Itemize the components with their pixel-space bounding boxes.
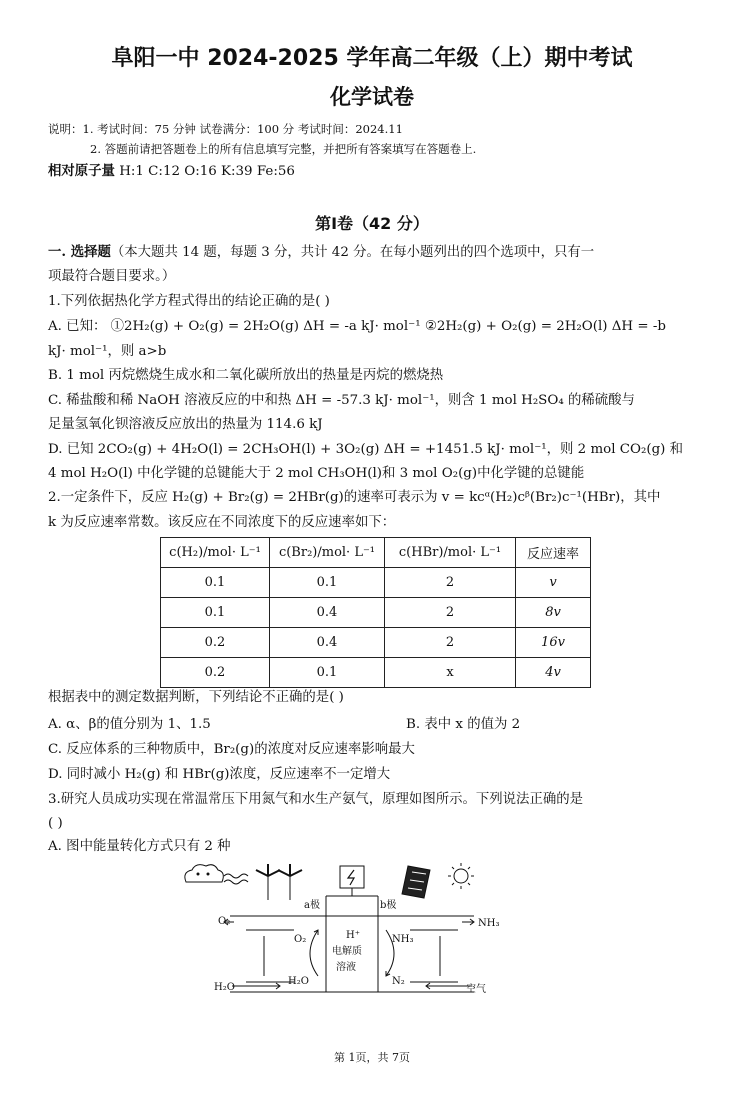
section-intro-label: 一. 选择题 <box>48 244 111 260</box>
table-cell: 0.1 <box>161 598 270 628</box>
exam-title: 阜阳一中 2024-2025 学年高二年级（上）期中考试 <box>111 46 633 71</box>
center-proton-label: H⁺ <box>346 930 360 941</box>
table-cell: 2 <box>385 598 516 628</box>
q3-stem-line-2: ( ) <box>48 816 63 831</box>
table-row <box>161 628 591 658</box>
table-cell: 2 <box>385 568 516 598</box>
table-cell: 0.1 <box>270 568 385 598</box>
right-n2-inner-label: N₂ <box>392 976 405 987</box>
table-cell: 8v <box>516 598 591 628</box>
section-title: 第Ⅰ卷（42 分） <box>315 214 429 233</box>
table-cell: 0.2 <box>161 658 270 688</box>
power-source-icon <box>326 866 378 906</box>
q1-option-d-line-2: 4 mol H₂O(l) 中化学键的总键能大于 2 mol CH₃OH(l)和 3 mol O₂(g)中化学键的总键能 <box>48 466 585 481</box>
left-h2o-inner-label: H₂O <box>288 976 309 987</box>
q3-option-a: A. 图中能量转化方式只有 2 种 <box>48 839 231 854</box>
table-cell: 2 <box>385 628 516 658</box>
right-nh3-inner-label: NH₃ <box>392 934 414 945</box>
q3-stem-line-1: 3.研究人员成功实现在常温常压下用氮气和水生产氨气，原理如图所示。下列说法正确的是 <box>48 792 584 807</box>
wind-turbine-icon <box>256 864 302 900</box>
header-rate: 反应速率 <box>516 538 591 568</box>
q1-option-d-line-1: D. 已知 2CO₂(g) + 4H₂O(l) = 2CH₃OH(l) + 3O₂(g) ΔH = +1451.5 kJ· mol⁻¹，则 2 mol CO₂(g) 和 <box>48 442 684 457</box>
atomic-mass-label: 相对原子量 <box>48 163 115 179</box>
table-row <box>161 658 591 688</box>
q1-option-c-line-1: C. 稀盐酸和稀 NaOH 溶液反应的中和热 ΔH = -57.3 kJ· mol⁻¹，则含 1 mol H₂SO₄ 的稀硫酸与 <box>48 393 635 408</box>
left-o2-out-label: O₂ <box>218 916 231 927</box>
q2-prompt: 根据表中的测定数据判断，下列结论不正确的是( ) <box>48 690 344 705</box>
rate-table <box>160 537 591 688</box>
center-solution-label: 溶液 <box>336 962 356 973</box>
q1-option-c-line-2: 足量氢氧化钡溶液反应放出的热量为 114.6 kJ <box>48 417 323 432</box>
table-cell: 0.4 <box>270 598 385 628</box>
q2-option-b: B. 表中 x 的值为 2 <box>406 717 521 732</box>
header-c-hbr: c(HBr)/mol· L⁻¹ <box>385 538 516 568</box>
q2-option-a: A. α、β的值分别为 1、1.5 <box>48 717 211 732</box>
q1-option-b: B. 1 mol 丙烷燃烧生成水和二氧化碳所放出的热量是丙烷的燃烧热 <box>48 368 444 383</box>
table-cell: v <box>516 568 591 598</box>
instruction-line-1: 说明：1. 考试时间：75 分钟 试卷满分：100 分 考试时间：2024.11 <box>48 122 403 136</box>
q1-stem: 1.下列依据热化学方程式得出的结论正确的是( ) <box>48 294 330 309</box>
table-cell: 0.1 <box>270 658 385 688</box>
header-c-h2: c(H₂)/mol· L⁻¹ <box>161 538 270 568</box>
right-nh3-out-label: NH₃ <box>478 918 500 929</box>
table-cell: 0.1 <box>161 568 270 598</box>
section-intro-line-1 <box>48 243 594 262</box>
q2-option-d: D. 同时减小 H₂(g) 和 HBr(g)浓度，反应速率不一定增大 <box>48 767 391 782</box>
electrolysis-diagram <box>176 858 506 998</box>
section-intro-line-2: 项最符合题目要求。） <box>48 269 176 284</box>
q2-stem-line-1: 2.一定条件下，反应 H₂(g) + Br₂(g) = 2HBr(g)的速率可表示为 v = kcᵅ(H₂)cᵝ(Br₂)c⁻¹(HBr)，其中 <box>48 490 661 505</box>
exam-subtitle: 化学试卷 <box>330 85 414 109</box>
table-cell: 16v <box>516 628 591 658</box>
atomic-mass-values: H:1 C:12 O:16 K:39 Fe:56 <box>119 164 295 179</box>
q2-stem-line-2: k 为反应速率常数。该反应在不同浓度下的反应速率如下： <box>48 515 396 530</box>
q1-option-a-line-2: kJ· mol⁻¹，则 a>b <box>48 344 167 359</box>
table-cell: 4v <box>516 658 591 688</box>
page-footer: 第 1页，共 7页 <box>334 1051 410 1064</box>
instruction-line-2: 2. 答题前请把答题卷上的所有信息填写完整，并把所有答案填写在答题卷上. <box>90 142 477 156</box>
table-cell: 0.2 <box>161 628 270 658</box>
q1-option-a-line-1: A. 已知： ①2H₂(g) + O₂(g) = 2H₂O(g) ΔH = -a kJ· mol⁻¹ ②2H₂(g) + O₂(g) = 2H₂O(l) ΔH = -b <box>48 319 666 334</box>
q2-option-c: C. 反应体系的三种物质中，Br₂(g)的浓度对反应速率影响最大 <box>48 742 415 757</box>
left-o2-inner-label: O₂ <box>294 934 307 945</box>
solar-panel-icon <box>402 866 430 898</box>
atomic-mass-line <box>48 162 295 181</box>
right-air-in-label: 空气 <box>466 984 486 995</box>
table-cell: x <box>385 658 516 688</box>
table-row <box>161 568 591 598</box>
center-electrolyte-label: 电解质 <box>332 946 362 957</box>
section-intro-text: （本大题共 14 题，每题 3 分，共计 42 分。在每小题列出的四个选项中，只有一 <box>110 245 595 260</box>
cloud-icon <box>185 865 248 884</box>
rate-table-header-row <box>161 538 591 568</box>
left-h2o-in-label: H₂O <box>214 982 235 993</box>
electrode-a-label: a极 <box>304 900 320 911</box>
header-c-br2: c(Br₂)/mol· L⁻¹ <box>270 538 385 568</box>
table-row <box>161 598 591 628</box>
sun-icon <box>448 863 474 889</box>
electrode-b-label: b极 <box>380 900 397 911</box>
table-cell: 0.4 <box>270 628 385 658</box>
